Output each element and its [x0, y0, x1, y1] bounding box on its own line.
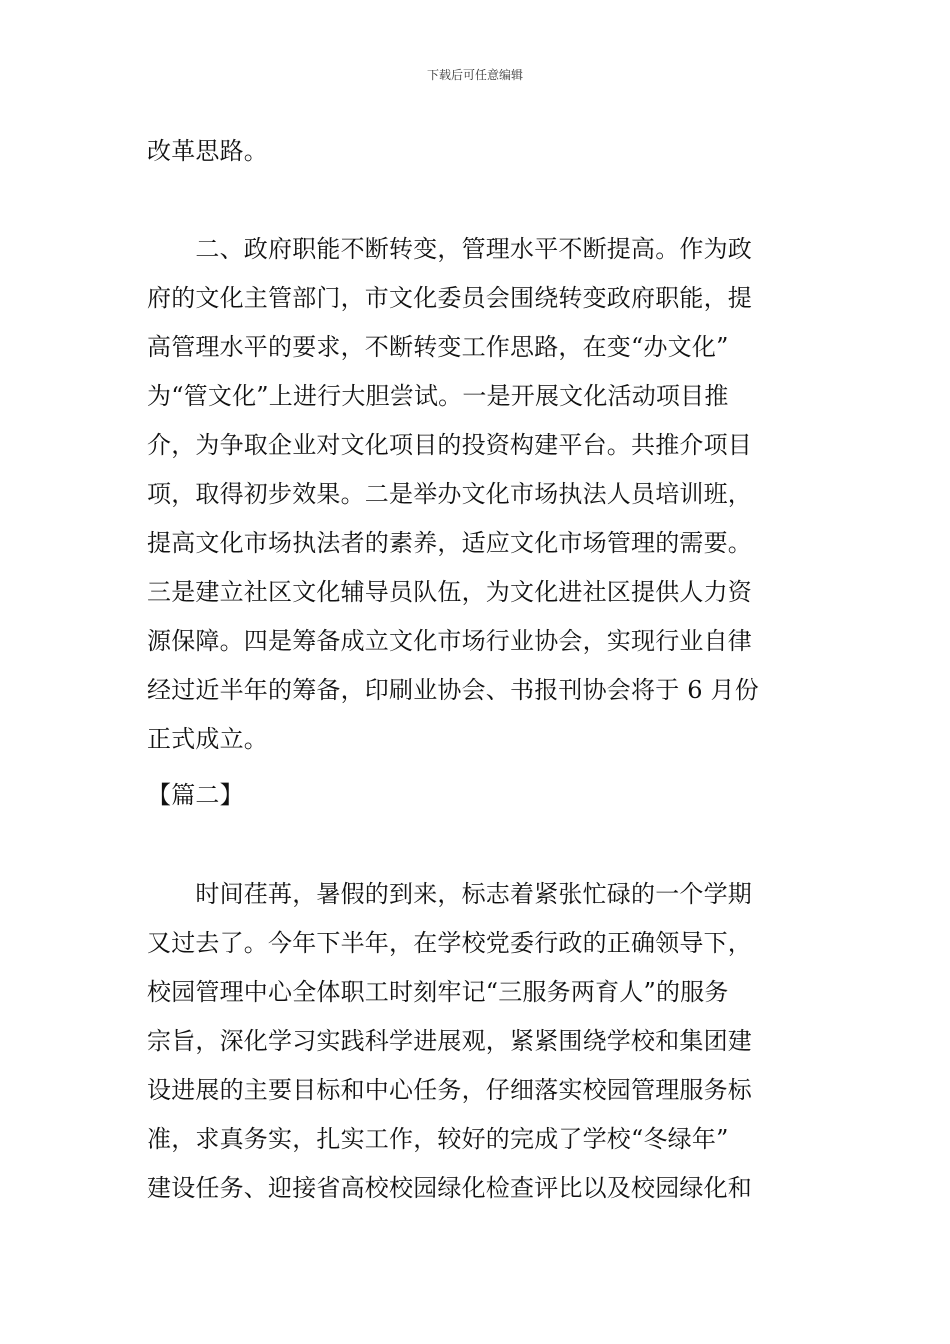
text-line: 源保障。四是筹备成立文化市场行业协会，实现行业自律	[147, 627, 752, 655]
section-heading: 【篇二】	[147, 781, 244, 809]
text-line: 校园管理中心全体职工时刻牢记“三服务两育人”的服务	[147, 978, 729, 1006]
text-line: 二、政府职能不断转变，管理水平不断提高。作为政	[147, 235, 752, 263]
text-line: 府的文化主管部门，市文化委员会围绕转变政府职能，提	[147, 284, 752, 312]
text-line: 改革思路。	[147, 137, 268, 165]
text-line: 设进展的主要目标和中心任务，仔细落实校园管理服务标	[147, 1076, 752, 1104]
text-line: 为“管文化”上进行大胆尝试。一是开展文化活动项目推	[147, 382, 729, 410]
text-line: 准，求真务实，扎实工作，较好的完成了学校“冬绿年”	[147, 1125, 729, 1153]
text-line: 正式成立。	[147, 725, 268, 753]
text-line: 宗旨，深化学习实践科学进展观，紧紧围绕学校和集团建	[147, 1027, 752, 1055]
text-line: 时间荏苒，暑假的到来，标志着紧张忙碌的一个学期	[147, 880, 752, 908]
page-header: 下载后可任意编辑	[426, 68, 523, 82]
text-line: 又过去了。今年下半年，在学校党委行政的正确领导下，	[147, 929, 752, 957]
text-line: 提高文化市场执法者的素养，适应文化市场管理的需要。	[147, 529, 752, 557]
text-line: 介，为争取企业对文化项目的投资构建平台。共推介项目	[147, 431, 752, 459]
text-line: 经过近半年的筹备，印刷业协会、书报刊协会将于 6 月份	[147, 676, 759, 704]
text-line: 建设任务、迎接省高校校园绿化检查评比以及校园绿化和	[147, 1174, 752, 1202]
text-line: 项，取得初步效果。二是举办文化市场执法人员培训班，	[147, 480, 752, 508]
text-line: 三是建立社区文化辅导员队伍，为文化进社区提供人力资	[147, 578, 752, 606]
text-line: 高管理水平的要求，不断转变工作思路，在变“办文化”	[147, 333, 729, 361]
